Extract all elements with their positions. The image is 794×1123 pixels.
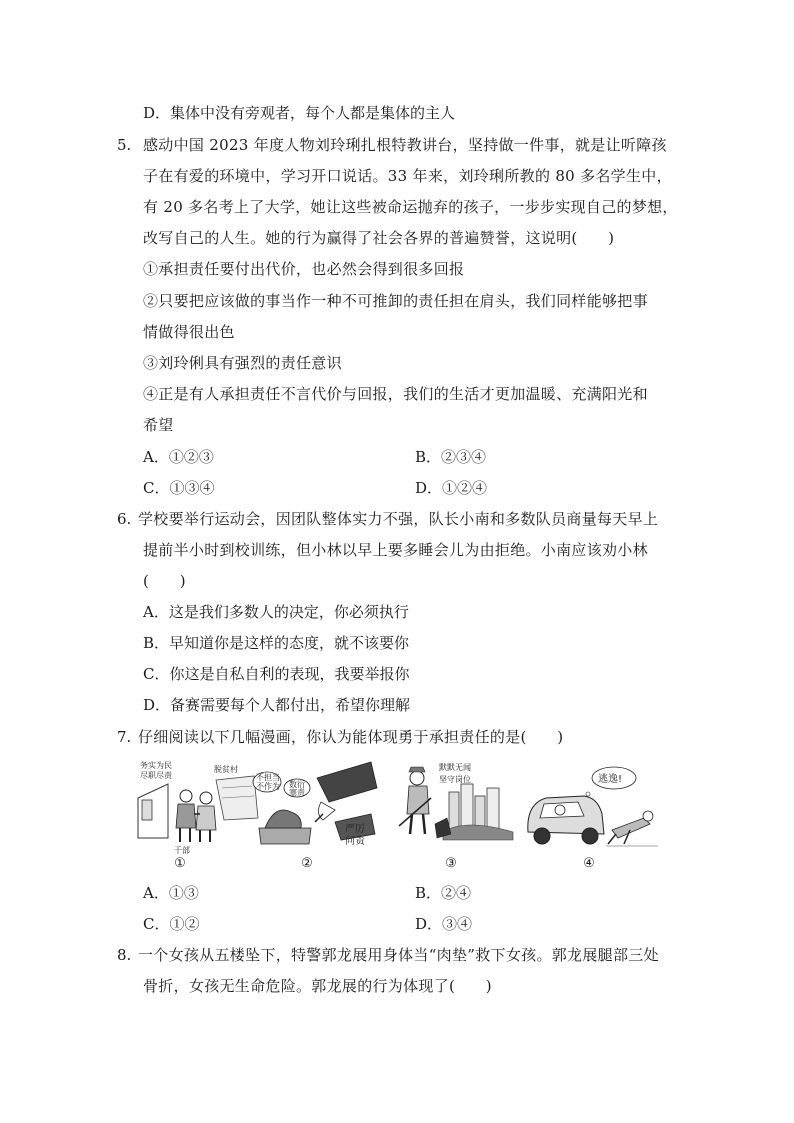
q6-option-a[interactable]: A．这是我们多数人的决定，你必须执行 xyxy=(143,603,409,621)
q7-number: 7. xyxy=(117,728,132,746)
comic-2-label: ② xyxy=(301,856,313,871)
q6-option-d[interactable]: D．备赛需要每个人都付出，希望你理解 xyxy=(143,696,411,714)
comic-4-label: ④ xyxy=(583,856,595,871)
q4-option-d: D．集体中没有旁观者，每个人都是集体的主人 xyxy=(143,104,456,122)
q5-option-b[interactable]: B．②③④ xyxy=(415,448,487,466)
q6-option-b[interactable]: B．早知道你是这样的态度，就不该要你 xyxy=(143,634,410,652)
q8-number: 8. xyxy=(117,946,132,964)
q7-option-c[interactable]: C．①② xyxy=(143,915,200,933)
comic-2-text-4: 塞责 xyxy=(289,788,305,797)
q5-option-d[interactable]: D．①②④ xyxy=(415,479,488,497)
q5-stem-line-4: 改写自己的人生。她的行为赢得了社会各界的普遍赞誉，这说明( ) xyxy=(143,229,615,247)
q5-statement-4-cont: 希望 xyxy=(143,416,174,434)
q8-stem-line-1: 一个女孩从五楼坠下，特警郭龙展用身体当“肉垫”救下女孩。郭龙展腿部三处 xyxy=(138,946,659,964)
q5-option-c[interactable]: C．①③④ xyxy=(143,479,215,497)
q7-stem: 仔细阅读以下几幅漫画，你认为能体现勇于承担责任的是( ) xyxy=(138,728,564,746)
comic-3-label: ③ xyxy=(445,856,457,871)
q5-option-a[interactable]: A．①②③ xyxy=(143,448,214,466)
q6-stem-line-2: 提前半小时到校训练，但小林以早上要多睡会儿为由拒绝。小南应该劝小林 xyxy=(143,541,648,559)
q5-stem-line-3: 有 20 多名考上了大学，她让这些被命运抛弃的孩子，一步步实现自己的梦想， xyxy=(143,198,678,216)
q5-statement-2-cont: 情做得很出色 xyxy=(143,323,235,341)
comic-1-text-3: 脱贫村 xyxy=(214,765,238,774)
comic-2-text-1: 不担当 xyxy=(256,773,280,782)
q5-stem-line-1: 感动中国 2023 年度人物刘玲琍扎根特教讲台，坚持做一件事，就是让听障孩 xyxy=(143,136,667,154)
comic-1-label: ① xyxy=(174,856,186,871)
comic-4-text-1: 逃逸! xyxy=(598,774,623,785)
q5-statement-2: ②只要把应该做的事当作一种不可推卸的责任担在肩头，我们同样能够把事 xyxy=(143,292,648,310)
q5-statement-3: ③刘玲俐具有强烈的责任意识 xyxy=(143,354,342,372)
q7-option-b[interactable]: B．②④ xyxy=(415,884,472,902)
q5-stem-line-2: 子在有爱的环境中，学习开口说话。33 年来，刘玲琍所教的 80 多名学生中， xyxy=(143,167,672,185)
q6-number: 6. xyxy=(117,510,132,528)
comic-3-sanitation-worker xyxy=(395,758,515,856)
q7-option-d[interactable]: D．③④ xyxy=(415,915,473,933)
comic-1-text-2: 尽职尽责 xyxy=(140,771,172,780)
comic-4-hit-and-run xyxy=(520,758,660,856)
comic-2-text-3: 数衍 xyxy=(289,780,305,789)
comic-1-text-1: 务实为民 xyxy=(140,761,172,770)
q5-number: 5. xyxy=(117,136,132,154)
q6-stem-line-3: ( ) xyxy=(143,572,186,590)
comic-1-text-4: 干部 xyxy=(174,846,190,855)
comic-2-text-6: 问责 xyxy=(345,836,365,847)
comic-3-text-2: 坚守岗位 xyxy=(439,775,471,784)
q7-option-a[interactable]: A．①③ xyxy=(143,884,199,902)
q5-statement-1: ①承担责任要付出代价，也必然会得到很多回报 xyxy=(143,260,465,278)
comic-2-text-5: 严厉 xyxy=(345,824,365,835)
q5-statement-4: ④正是有人承担责任不言代价与回报，我们的生活才更加温暖、充满阳光和 xyxy=(143,385,648,403)
q8-stem-line-2: 骨折，女孩无生命危险。郭龙展的行为体现了( ) xyxy=(143,977,492,995)
comic-2-text-2: 不作为 xyxy=(256,782,280,791)
q6-option-c[interactable]: C．你这是自私自利的表现，我要举报你 xyxy=(143,665,410,683)
q6-stem-line-1: 学校要举行运动会，因团队整体实力不强，队长小南和多数队员商量每天早上 xyxy=(138,510,659,528)
comic-3-text-1: 默默无闻 xyxy=(439,763,471,772)
comic-2-strict-accountability xyxy=(245,758,380,856)
